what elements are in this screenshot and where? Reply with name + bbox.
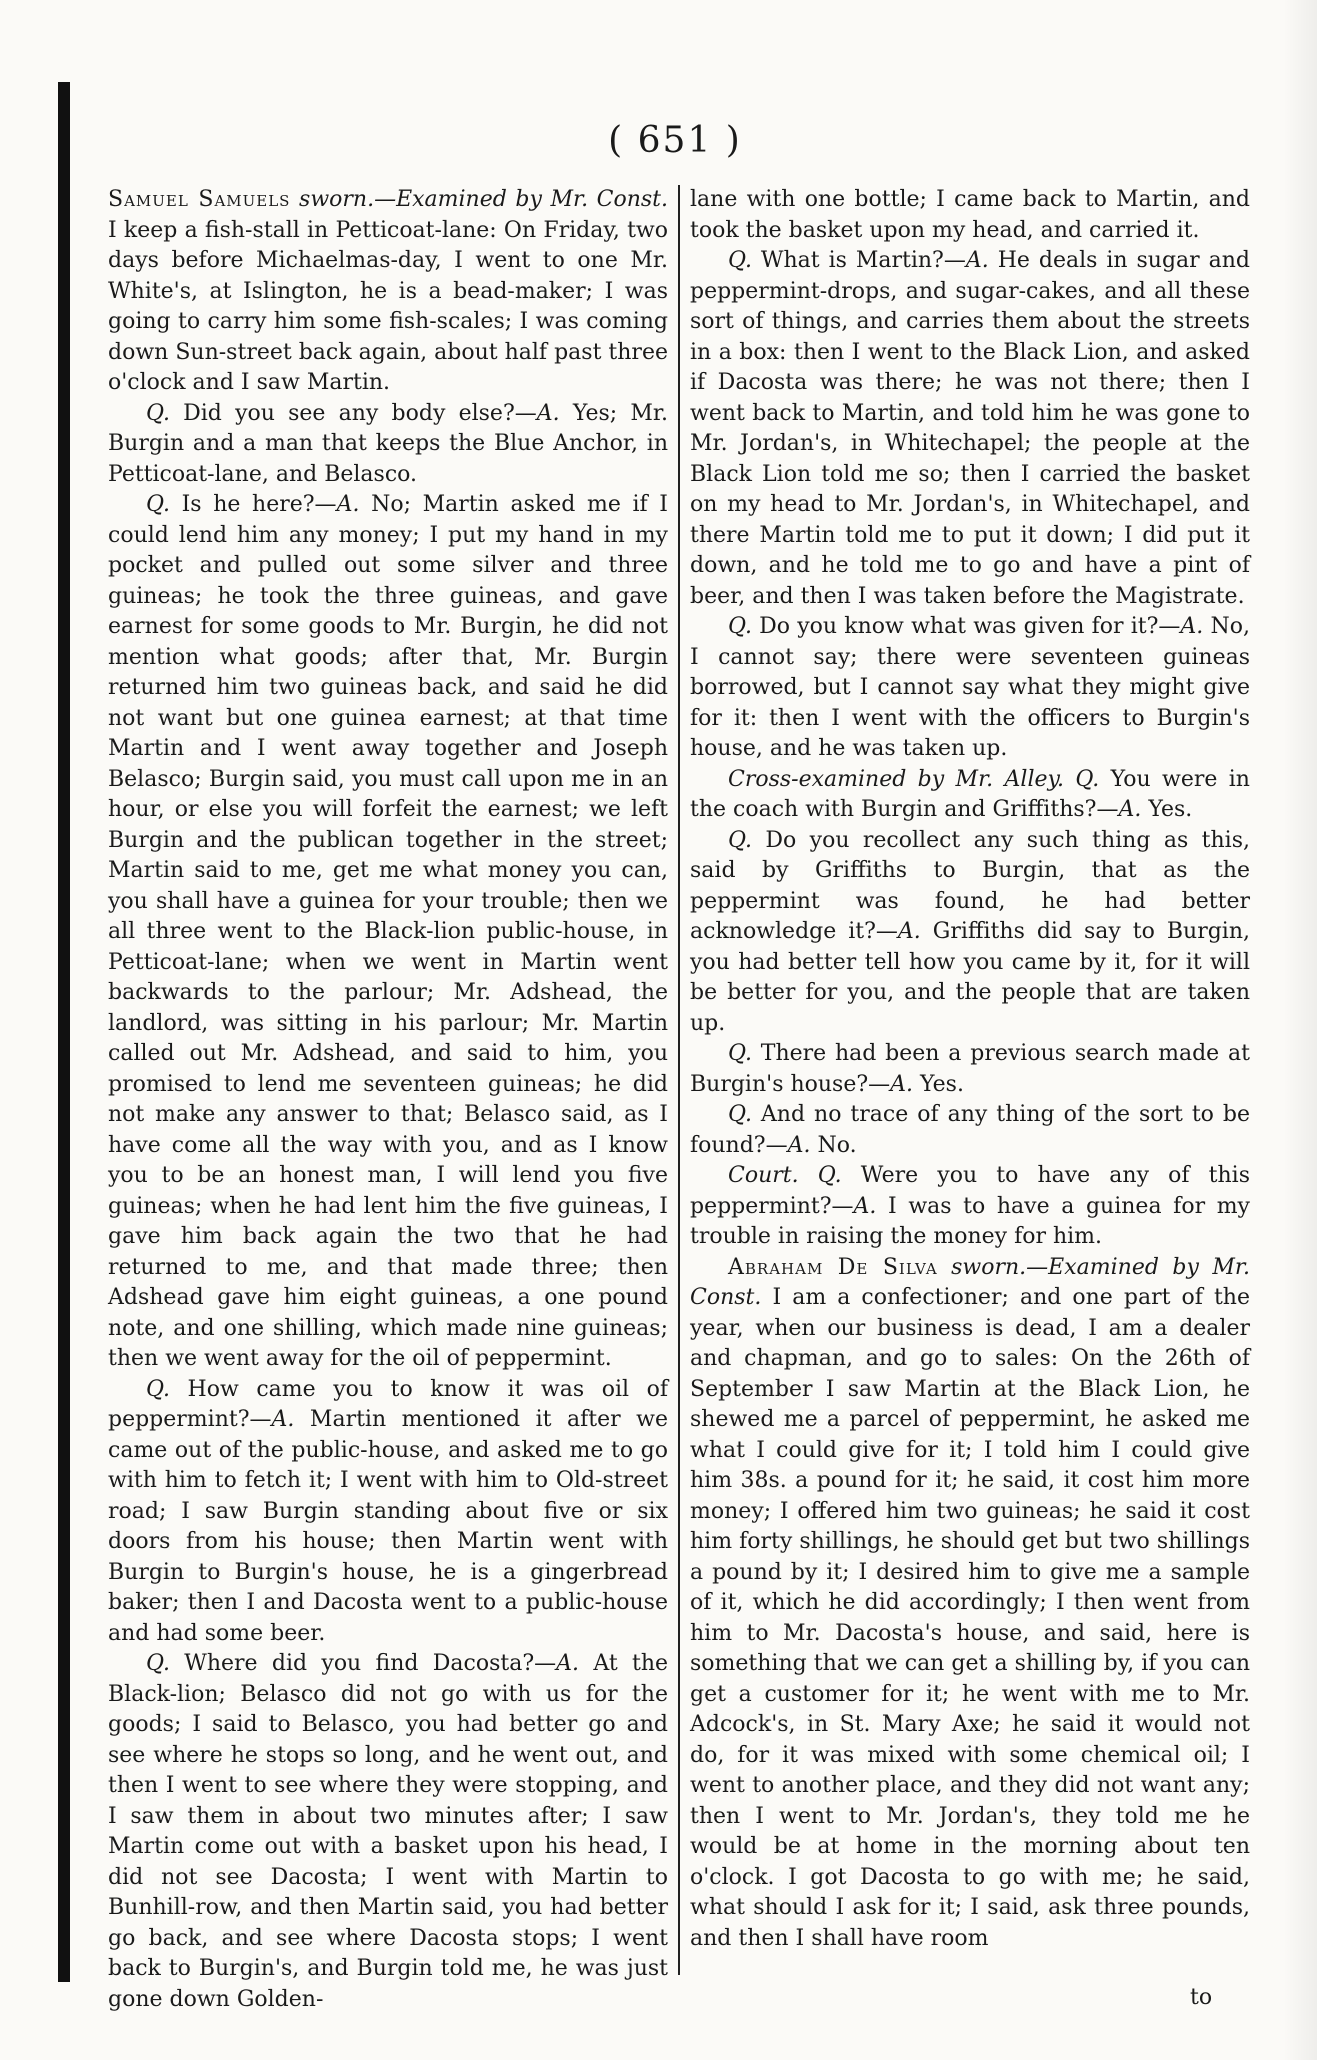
body-text: He deals in sugar and peppermint-drops, and sugar-cakes, and all these sort of things, and carries them about the streets in a box: then I went to the Black Lion, and asked if Dacosta was there; he was not there; then I went back to Martin, and told him he was gone to Mr. Jordan's, in Whitechapel; the people at the Black Lion told me so; then I carried the basket on my head to Mr. Jordan's, in Whitechapel, and there Martin told me to put it down; I did put it down, and he told me to go and have a pint of beer, and then I was taken before the Magistrate.: [690, 248, 1250, 609]
body-text: How came you to know it was oil of peppermint?—: [108, 1376, 668, 1432]
body-text: No, I cannot say; there were seventeen guineas borrowed, but I cannot say what they might give for it: then I went with the officers to Burgin's house, and he was taken up.: [690, 614, 1250, 761]
italic-text: A.: [787, 1132, 811, 1158]
body-text: I keep a fish-stall in Petticoat-lane: On Friday, two days before Michaelmas-day, I went to one Mr. White's, at Islington, he is a bead-maker; I was going to carry him some fish-scales; I was coming down Sun-street back again, about half past three o'clock and I saw Martin.: [108, 217, 668, 395]
italic-text: Q.: [146, 492, 170, 517]
italic-text: sworn.—Examined by Mr. Const.: [290, 187, 668, 212]
paragraph: [108, 1649, 668, 2015]
body-text: [799, 1163, 818, 1188]
italic-text: A.: [336, 492, 360, 517]
paragraph: [108, 185, 668, 399]
italic-text: A.: [271, 1407, 295, 1432]
body-text: Were you to have any of this peppermint?—: [690, 1163, 1250, 1219]
italic-text: Q.: [146, 1651, 170, 1676]
italic-text: Q.: [1075, 766, 1100, 792]
scan-binding-edge: [58, 82, 70, 1982]
page-number: ( 651 ): [608, 120, 742, 161]
body-text: Did you see any body else?—: [169, 400, 537, 426]
body-text: I was to have a guinea for my trouble in raising the money for him.: [690, 1193, 1250, 1249]
witness-name: Samuel Samuels: [108, 187, 291, 212]
body-text: Where did you find Dacosta?—: [169, 1651, 557, 1676]
left-text-column: [108, 185, 668, 2015]
italic-text: Q.: [728, 1102, 752, 1127]
italic-text: Court.: [728, 1163, 799, 1188]
paragraph: [690, 1039, 1250, 1100]
body-text: There had been a previous search made at Burgin's house?—: [690, 1041, 1250, 1097]
paragraph: [690, 1161, 1250, 1253]
body-text: And no trace of any thing of the sort to be found?—: [690, 1102, 1250, 1158]
italic-text: Q.: [728, 248, 752, 273]
italic-text: Q.: [728, 827, 752, 853]
italic-text: A.: [1180, 614, 1204, 639]
catchword: to: [1190, 1985, 1213, 2010]
column-divider: [678, 185, 680, 1975]
paragraph: [690, 246, 1250, 612]
italic-text: Q.: [728, 1041, 752, 1066]
italic-text: A.: [965, 248, 989, 273]
body-text: lane with one bottle; I came back to Martin, and took the basket upon my head, and carried it.: [690, 187, 1250, 243]
body-text: Do you recollect any such thing as this, said by Griffiths to Burgin, that as the peppermint was found, he had better acknowledge it?—: [690, 827, 1250, 944]
right-text-column: [690, 185, 1250, 1954]
italic-text: Q.: [146, 1376, 170, 1402]
italic-text: A.: [556, 1651, 580, 1676]
body-text: Martin mentioned it after we came out of the public-house, and asked me to go with him to fetch it; I went with him to Old-street road; I saw Burgin standing about five or six doors from his house; then Martin went with Burgin to Burgin's house, he is a gingerbread baker; then I and Dacosta went to a public-house and had some beer.: [108, 1407, 668, 1646]
body-text: Yes.: [913, 1071, 964, 1097]
paragraph: [690, 185, 1250, 246]
paragraph: [108, 490, 668, 1375]
italic-text: A.: [897, 919, 921, 944]
body-text: No.: [810, 1132, 857, 1158]
italic-text: A.: [1118, 797, 1142, 822]
paragraph: [690, 1100, 1250, 1161]
body-text: Do you know what was given for it?—: [751, 614, 1181, 639]
witness-name: Abraham De Silva: [728, 1254, 938, 1280]
paragraph: [108, 1375, 668, 1650]
scan-margin-noise: [1283, 0, 1317, 2060]
body-text: [1064, 767, 1075, 792]
paragraph: [690, 1253, 1250, 1955]
paragraph: [690, 612, 1250, 765]
body-text: No; Martin asked me if I could lend him any money; I put my hand in my pocket and pulled out some silver and three guineas; he took the three guineas, and gave earnest for some goods to Mr. Burgin, he did not mention what goods; after that, Mr. Burgin returned him two guineas back, and said he did not want but one guinea earnest; at that time Martin and I went away together and Joseph Belasco; Burgin said, you must call upon me in an hour, or else you will forfeit the earnest; we left Burgin and the publican together in the street; Martin said to me, get me what money you can, you shall have a guinea for your trouble; then we all three went to the Black-lion public-house, in Petticoat-lane; when we went in Martin went backwards to the parlour; Mr. Adshead, the landlord, was sitting in his parlour; Mr. Martin called out Mr. Adshead, and said to him, you promised to lend me seventeen guineas; he did not make any answer to that; Belasco said, as I have come all the way with you, and as I know you to be an honest man, I will lend you five guineas; when he had lent him the five guineas, I gave him back again the two that he had returned to me, and that made three; then Adshead gave him eight guineas, a one pound note, and one shilling, which made nine guineas; then we went away for the oil of peppermint.: [108, 492, 668, 1371]
italic-text: sworn.—Examined by Mr. Const.: [690, 1254, 1250, 1310]
italic-text: A.: [853, 1193, 877, 1219]
paragraph: [108, 399, 668, 491]
body-text: You were in the coach with Burgin and Griffiths?—: [690, 766, 1250, 822]
italic-text: A.: [890, 1071, 914, 1097]
body-text: What is Martin?—: [751, 248, 966, 273]
italic-text: A.: [536, 400, 560, 426]
body-text: Is he here?—: [169, 492, 337, 517]
body-text: Yes; Mr. Burgin and a man that keeps the Blue Anchor, in Petticoat-lane, and Belasco.: [108, 400, 668, 487]
body-text: At the Black-lion; Belasco did not go with us for the goods; I said to Belasco, you had better go and see where he stops so long, and he went out, and then I went to see where they were stopping, and I saw them in about two minutes after; I saw Martin come out with a basket upon his head, I did not see Dacosta; I went with Martin to Bunhill-row, and then Martin said, you had better go back, and see where Dacosta stops; I went back to Burgin's, and Burgin told me, he was just gone down Golden-: [108, 1651, 669, 2012]
paragraph: [690, 826, 1250, 1040]
body-text: Yes.: [1141, 797, 1193, 822]
italic-text: Q.: [817, 1163, 842, 1188]
body-text: Griffiths did say to Burgin, you had better tell how you came by it, for it will be better for you, and the people that are taken up.: [690, 919, 1250, 1036]
body-text: I am a confectioner; and one part of the year, when our business is dead, I am a dealer and chapman, and go to sales: On the 26th of September I saw Martin at the Black Lion, he shewed me a parcel of peppermint, he asked me what I could give for it; I told him I could give him 38s. a pound for it; he said, it cost him more money; I offered him two guineas; he said it cost him forty shillings, he should get but two shillings a pound by it; I desired him to give me a sample of it, which he did accordingly; I then went from him to Mr. Dacosta's house, and said, here is something that we can get a shilling by, if you can get a customer for it; he went with me to Mr. Adcock's, in St. Mary Axe; he said it would not do, for it was mixed with some chemical oil; I went to another place, and they did not want any; then I went to Mr. Jordan's, they told me he would be at home in the morning about ten o'clock. I got Dacosta to go with me; he said, what should I ask for it; I said, ask three pounds, and then I shall have room: [690, 1285, 1250, 1951]
paragraph: [690, 765, 1250, 826]
italic-text: Q.: [728, 614, 752, 639]
italic-text: Cross-examined by Mr. Alley.: [728, 766, 1064, 792]
italic-text: Q.: [146, 400, 170, 426]
